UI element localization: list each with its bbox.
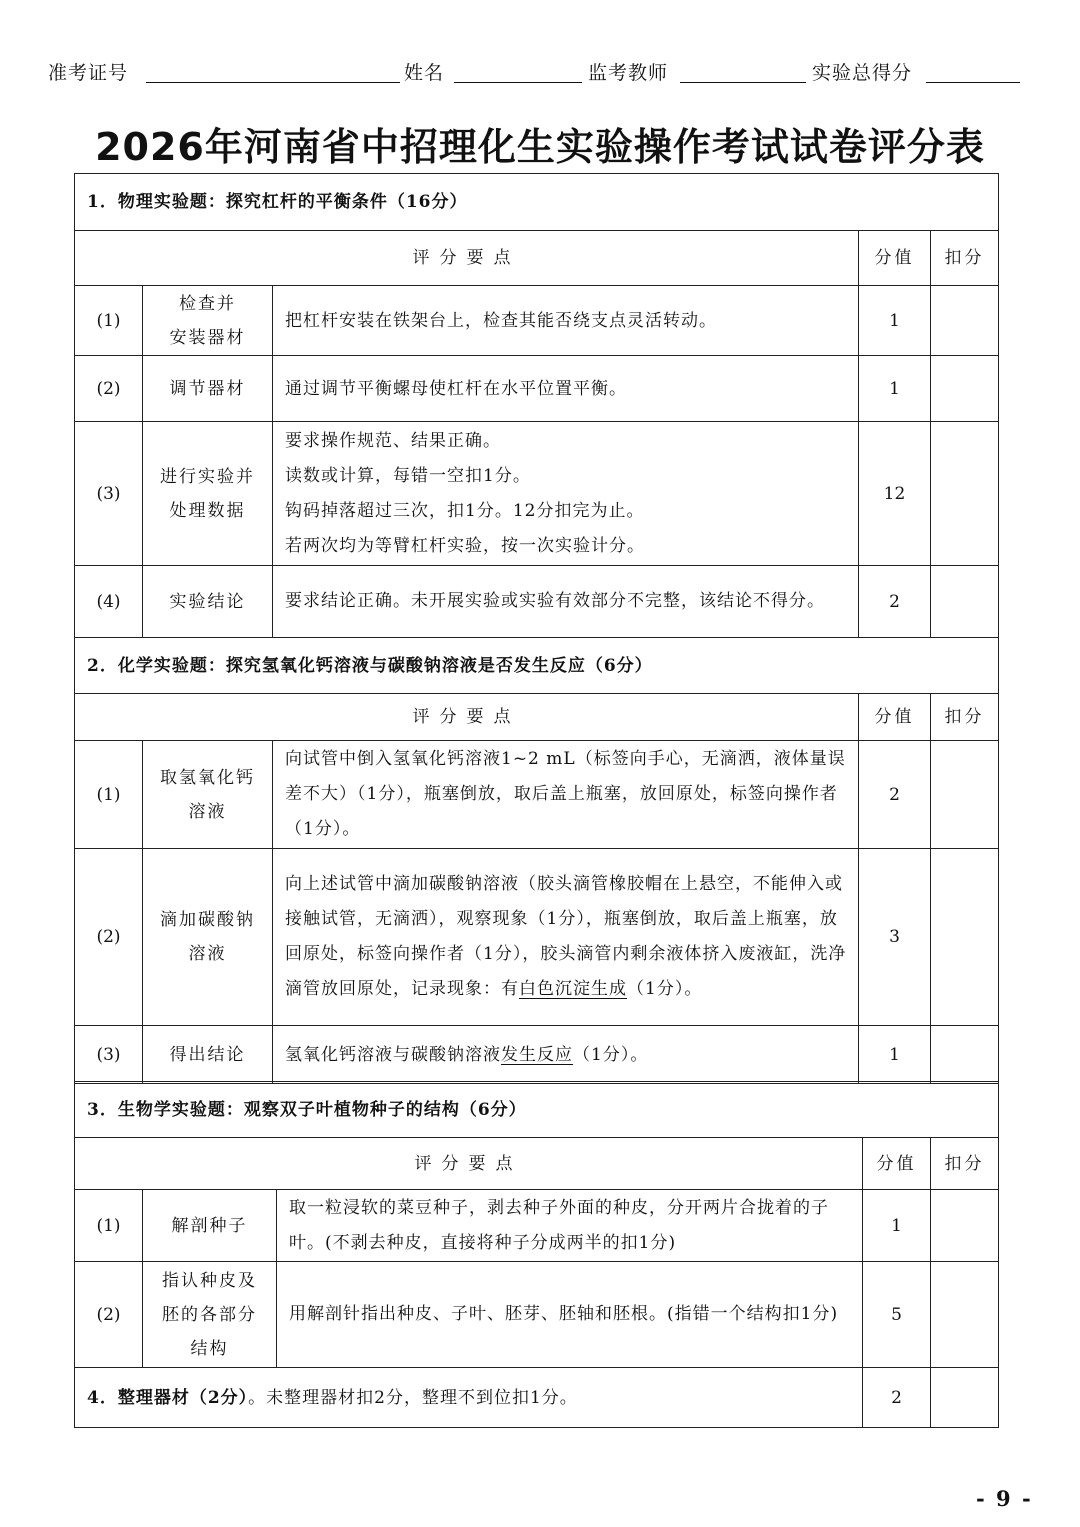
description-text: 氢氧化钙溶液与碳酸钠溶液 <box>285 1044 501 1065</box>
row-number: (1) <box>75 741 143 849</box>
step-description <box>273 849 859 1026</box>
value-header: 分值 <box>859 231 931 286</box>
name-field[interactable] <box>454 82 582 83</box>
biology-section <box>74 1081 998 1428</box>
step-description: 取一粒浸软的菜豆种子，剥去种子外面的种皮，分开两片合拢着的子叶。(不剥去种皮，直接将种子分成两半的扣1分) <box>277 1190 863 1262</box>
underlined-answer: 白色沉淀生成 <box>519 979 627 999</box>
cleanup-description: 。未整理器材扣2分，整理不到位扣1分。 <box>248 1387 578 1408</box>
underlined-answer: 发生反应 <box>501 1044 573 1065</box>
deduction-cell[interactable] <box>931 1026 999 1084</box>
value-header: 分值 <box>859 694 931 741</box>
step-description: 要求操作规范、结果正确。 读数或计算，每错一空扣1分。 钩码掉落超过三次，扣1分。12分扣完为止。 若两次均为等臂杠杆实验，按一次实验计分。 <box>273 422 859 566</box>
step-description <box>273 1026 859 1084</box>
score-value: 5 <box>863 1262 931 1368</box>
row-number: (4) <box>75 566 143 638</box>
deduction-cell[interactable] <box>931 849 999 1026</box>
row-number: (1) <box>75 1190 143 1262</box>
step-description: 把杠杆安装在铁架台上，检查其能否绕支点灵活转动。 <box>273 286 859 356</box>
points-header: 评分要点 <box>75 231 859 286</box>
row-number: (2) <box>75 1262 143 1368</box>
deduction-cell[interactable] <box>931 566 999 638</box>
score-value: 1 <box>859 1026 931 1084</box>
row-number: (2) <box>75 849 143 1026</box>
exam-id-label: 准考证号 <box>48 62 129 84</box>
cleanup-score: 2 <box>863 1368 931 1428</box>
step-name: 得出结论 <box>143 1026 273 1084</box>
score-value: 1 <box>859 286 931 356</box>
deduction-cell[interactable] <box>931 1368 999 1428</box>
step-description: 要求结论正确。未开展实验或实验有效部分不完整，该结论不得分。 <box>273 566 859 638</box>
exam-header-line <box>48 58 1020 88</box>
step-name: 取氢氧化钙 溶液 <box>143 741 273 849</box>
total-score-field[interactable] <box>926 82 1020 83</box>
chemistry-section <box>74 637 998 1084</box>
total-score-label: 实验总得分 <box>812 62 913 84</box>
proctor-label: 监考教师 <box>588 62 669 84</box>
cleanup-row <box>75 1368 863 1428</box>
step-description: 用解剖针指出种皮、子叶、胚芽、胚轴和胚根。(指错一个结构扣1分) <box>277 1262 863 1368</box>
chemistry-heading: 2．化学实验题：探究氢氧化钙溶液与碳酸钠溶液是否发生反应（6分） <box>75 638 999 694</box>
row-number: (2) <box>75 356 143 422</box>
deduction-cell[interactable] <box>931 286 999 356</box>
cleanup-heading: 4．整理器材（2分） <box>87 1387 249 1408</box>
biology-heading: 3．生物学实验题：观察双子叶植物种子的结构（6分） <box>75 1082 999 1138</box>
step-name: 调节器材 <box>143 356 273 422</box>
proctor-field[interactable] <box>680 82 806 83</box>
score-value: 12 <box>859 422 931 566</box>
description-text-end: （1分）。 <box>627 979 703 999</box>
exam-id-field[interactable] <box>146 82 400 83</box>
deduct-header: 扣分 <box>931 231 999 286</box>
deduction-cell[interactable] <box>931 741 999 849</box>
row-number: (3) <box>75 1026 143 1084</box>
score-value: 3 <box>859 849 931 1026</box>
name-label: 姓名 <box>404 62 445 84</box>
score-value: 2 <box>859 741 931 849</box>
deduct-header: 扣分 <box>931 694 999 741</box>
description-text-end: （1分）。 <box>573 1044 649 1065</box>
row-number: (3) <box>75 422 143 566</box>
deduction-cell[interactable] <box>931 1262 999 1368</box>
description-text: 向上述试管中滴加碳酸钠溶液（胶头滴管橡胶帽在上悬空，不能伸入或接触试管，无滴洒），观察现象（1分），瓶塞倒放，取后盖上瓶塞，放回原处，标签向操作者（1分），胶头滴管内剩余液体挤入废液缸，洗净滴管放回原处，记录现象：有 <box>285 874 847 999</box>
step-description: 向试管中倒入氢氧化钙溶液1~2 mL（标签向手心，无滴洒，液体量误差不大）（1分），瓶塞倒放，取后盖上瓶塞，放回原处，标签向操作者（1分）。 <box>273 741 859 849</box>
step-description: 通过调节平衡螺母使杠杆在水平位置平衡。 <box>273 356 859 422</box>
step-name: 进行实验并 处理数据 <box>143 422 273 566</box>
score-value: 2 <box>859 566 931 638</box>
deduction-cell[interactable] <box>931 356 999 422</box>
score-value: 1 <box>863 1190 931 1262</box>
physics-heading: 1．物理实验题：探究杠杆的平衡条件（16分） <box>75 174 999 231</box>
deduct-header: 扣分 <box>931 1138 999 1190</box>
step-name: 实验结论 <box>143 566 273 638</box>
page-number: - 9 - <box>976 1486 1033 1511</box>
physics-section <box>74 173 998 638</box>
page-title: 2026年河南省中招理化生实验操作考试试卷评分表 <box>95 125 985 169</box>
deduction-cell[interactable] <box>931 422 999 566</box>
row-number: (1) <box>75 286 143 356</box>
points-header: 评分要点 <box>75 694 859 741</box>
score-value: 1 <box>859 356 931 422</box>
points-header: 评分要点 <box>75 1138 863 1190</box>
value-header: 分值 <box>863 1138 931 1190</box>
step-name: 解剖种子 <box>143 1190 277 1262</box>
step-name: 指认种皮及 胚的各部分 结构 <box>143 1262 277 1368</box>
step-name: 滴加碳酸钠 溶液 <box>143 849 273 1026</box>
step-name: 检查并 安装器材 <box>143 286 273 356</box>
deduction-cell[interactable] <box>931 1190 999 1262</box>
